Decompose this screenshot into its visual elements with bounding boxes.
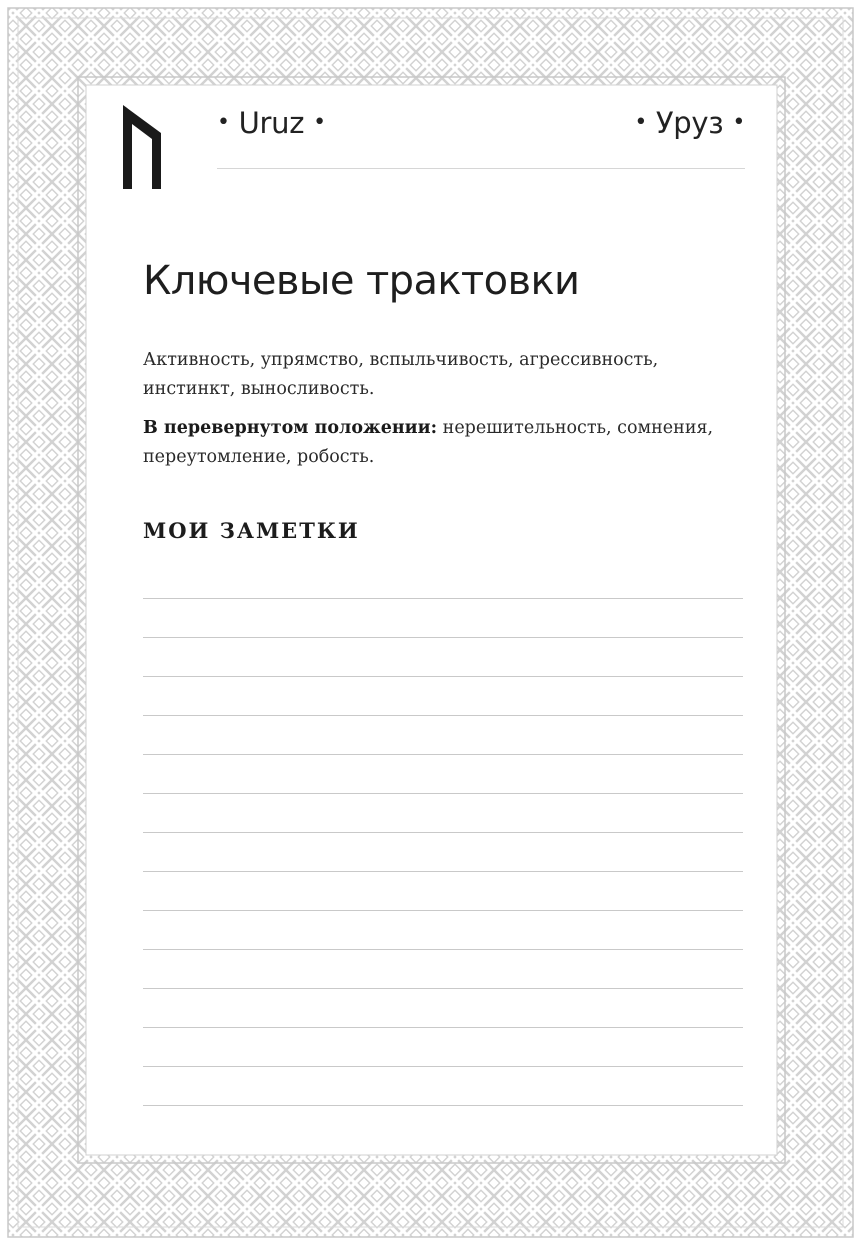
note-line[interactable] — [143, 637, 743, 638]
note-line[interactable] — [143, 832, 743, 833]
note-line[interactable] — [143, 715, 743, 716]
cyrillic-name: Уруз — [655, 106, 724, 140]
note-line[interactable] — [143, 598, 743, 599]
note-line[interactable] — [143, 754, 743, 755]
reversed-label: В перевернутом положении: — [143, 418, 438, 438]
note-line[interactable] — [143, 988, 743, 989]
rune-name-latin — [217, 106, 326, 140]
reversed-interpretation — [143, 414, 743, 472]
notes-title: МОИ ЗАМЕТКИ — [143, 518, 360, 543]
rune-name-cyrillic — [634, 106, 745, 140]
note-line[interactable] — [143, 949, 743, 950]
notes-lines[interactable] — [143, 598, 743, 1144]
note-line[interactable] — [143, 1105, 743, 1106]
page-header — [217, 104, 745, 169]
section-title: Ключевые трактовки — [143, 258, 580, 304]
note-line[interactable] — [143, 1066, 743, 1067]
bullet-icon: • — [217, 110, 230, 135]
note-line[interactable] — [143, 676, 743, 677]
reversed-text: нерешительность, сомнения, переутомление, робость. — [143, 418, 714, 467]
note-line[interactable] — [143, 1027, 743, 1028]
bullet-icon: • — [732, 110, 745, 135]
note-line[interactable] — [143, 871, 743, 872]
bullet-icon: • — [313, 110, 326, 135]
uruz-rune-icon — [119, 103, 165, 189]
interpretation-text: Активность, упрямство, вспыльчивость, агрессивность, инстинкт, выносливость. — [143, 350, 659, 399]
note-line[interactable] — [143, 793, 743, 794]
note-line[interactable] — [143, 910, 743, 911]
bullet-icon: • — [634, 110, 647, 135]
latin-name: Uruz — [238, 106, 305, 140]
